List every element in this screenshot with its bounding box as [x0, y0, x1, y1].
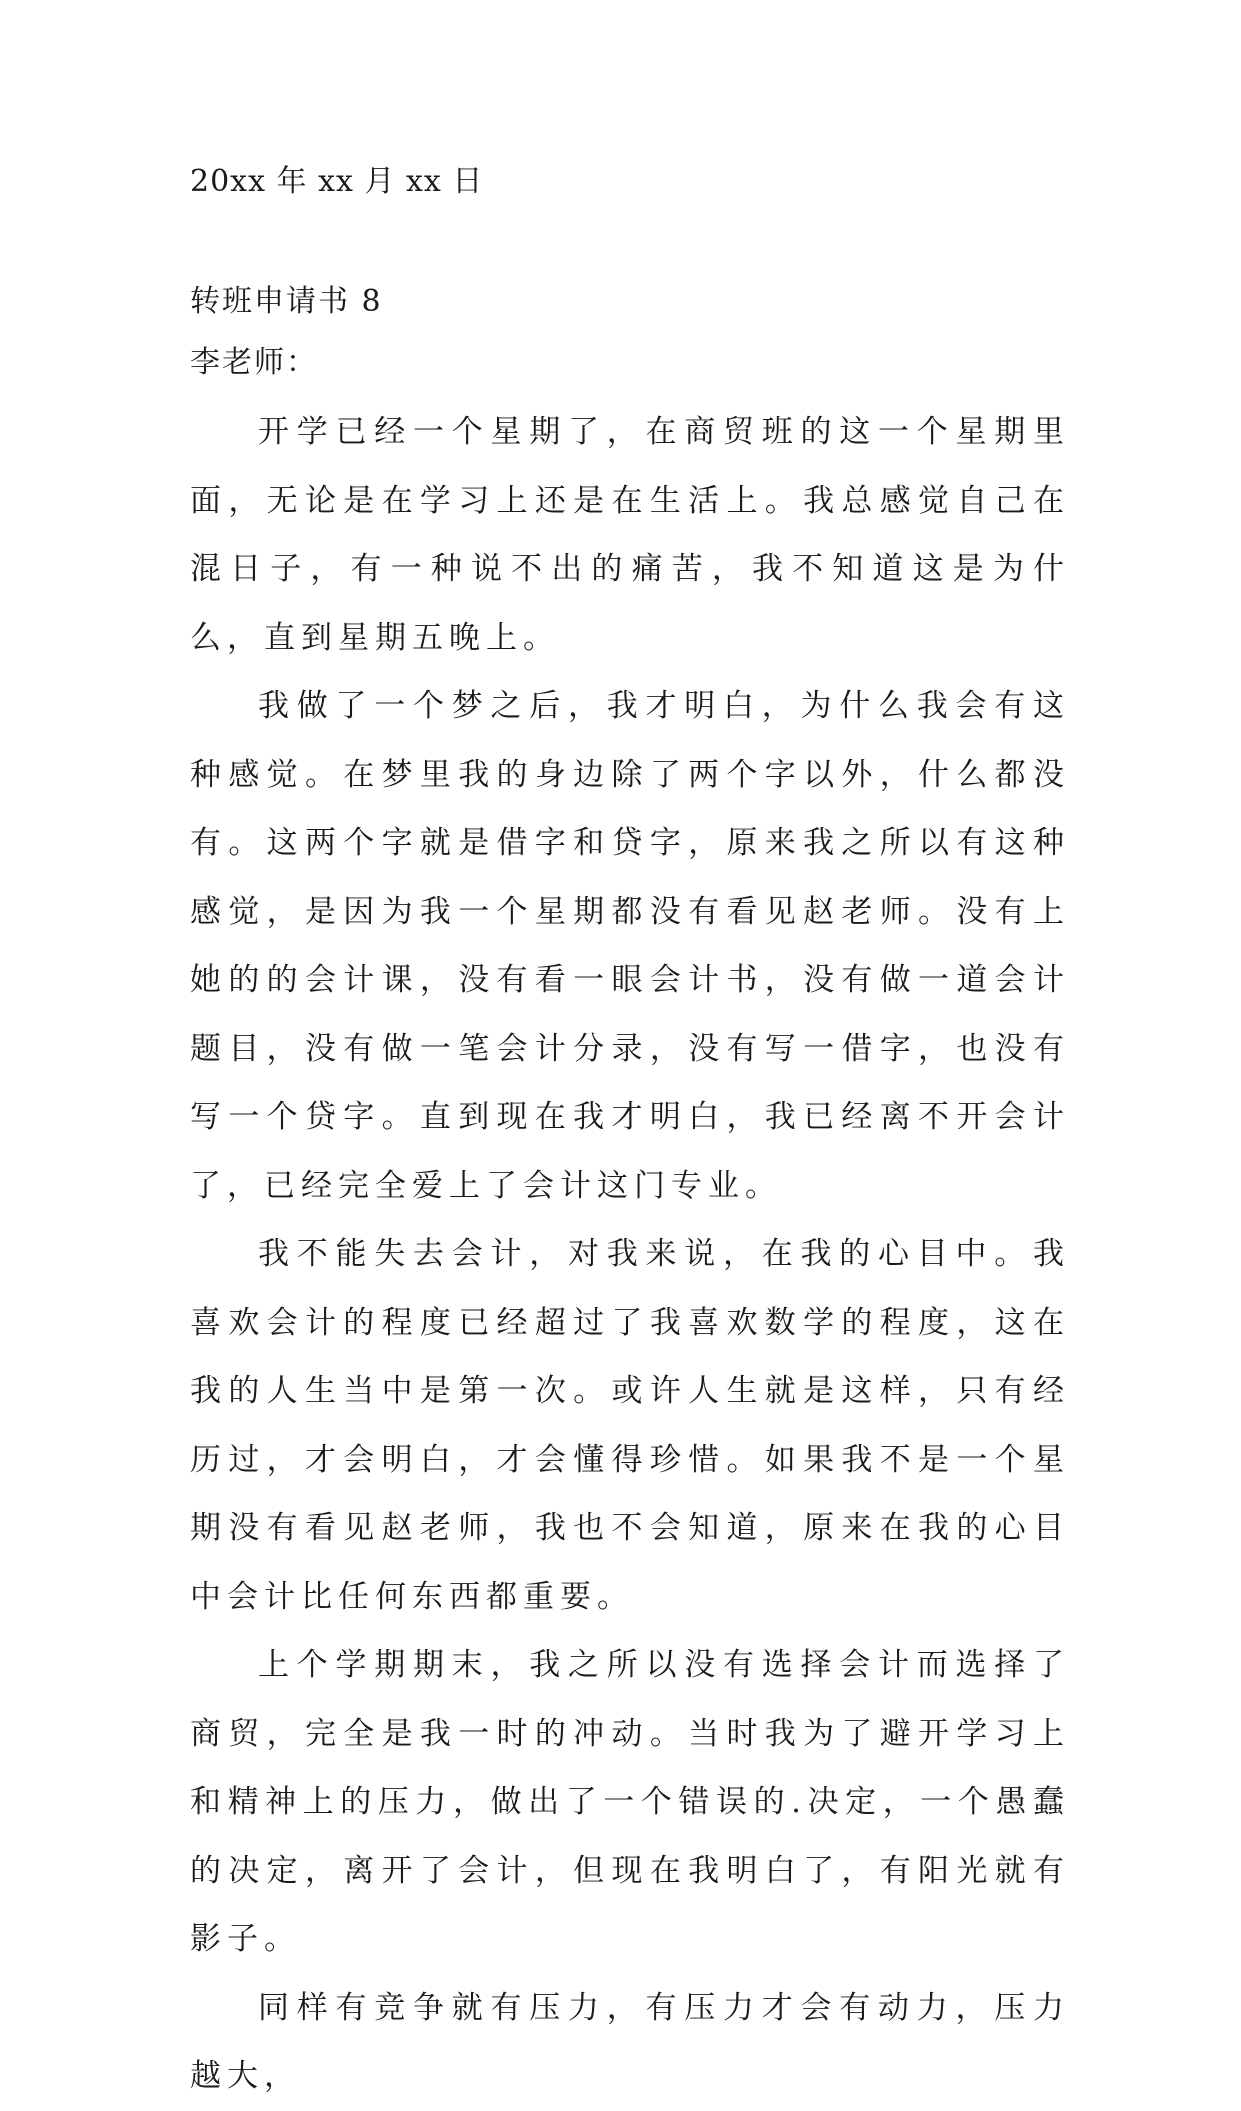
- paragraph: 同样有竞争就有压力，有压力才会有动力，压力越大，: [190, 1989, 1070, 2094]
- paragraph: 我不能失去会计，对我来说，在我的心目中。我喜欢会计的程度已经超过了我喜欢数学的程度，这在我的人生当中是第一次。或许人生就是这样，只有经历过，才会明白，才会懂得珍惜。如果我不是一个星期没有看见赵老师，我也不会知道，原来在我的心目中会计比任何东西都重要。: [190, 1236, 1070, 1615]
- letter-date: 20xx 年 xx 月 xx 日: [190, 164, 484, 199]
- letter-body: [190, 398, 1070, 2111]
- paragraph: 上个学期期末，我之所以没有选择会计而选择了商贸，完全是我一时的冲动。当时我为了避开学习上和精神上的压力，做出了一个错误的.决定，一个愚蠢的决定，离开了会计，但现在我明白了，有阳光就有影子。: [190, 1647, 1070, 1957]
- paragraph: 开学已经一个星期了，在商贸班的这一个星期里面，无论是在学习上还是在生活上。我总感觉自己在混日子，有一种说不出的痛苦，我不知道这是为什么，直到星期五晚上。: [190, 414, 1070, 656]
- salutation: 李老师：: [190, 345, 318, 380]
- paragraph: 我做了一个梦之后，我才明白，为什么我会有这种感觉。在梦里我的身边除了两个字以外，什么都没有。这两个字就是借字和贷字，原来我之所以有这种感觉，是因为我一个星期都没有看见赵老师。没有上她的的会计课，没有看一眼会计书，没有做一道会计题目，没有做一笔会计分录，没有写一借字，也没有写一个贷字。直到现在我才明白，我已经离不开会计了，已经完全爱上了会计这门专业。: [190, 688, 1070, 1204]
- document-title: 转班申请书 8: [190, 284, 383, 319]
